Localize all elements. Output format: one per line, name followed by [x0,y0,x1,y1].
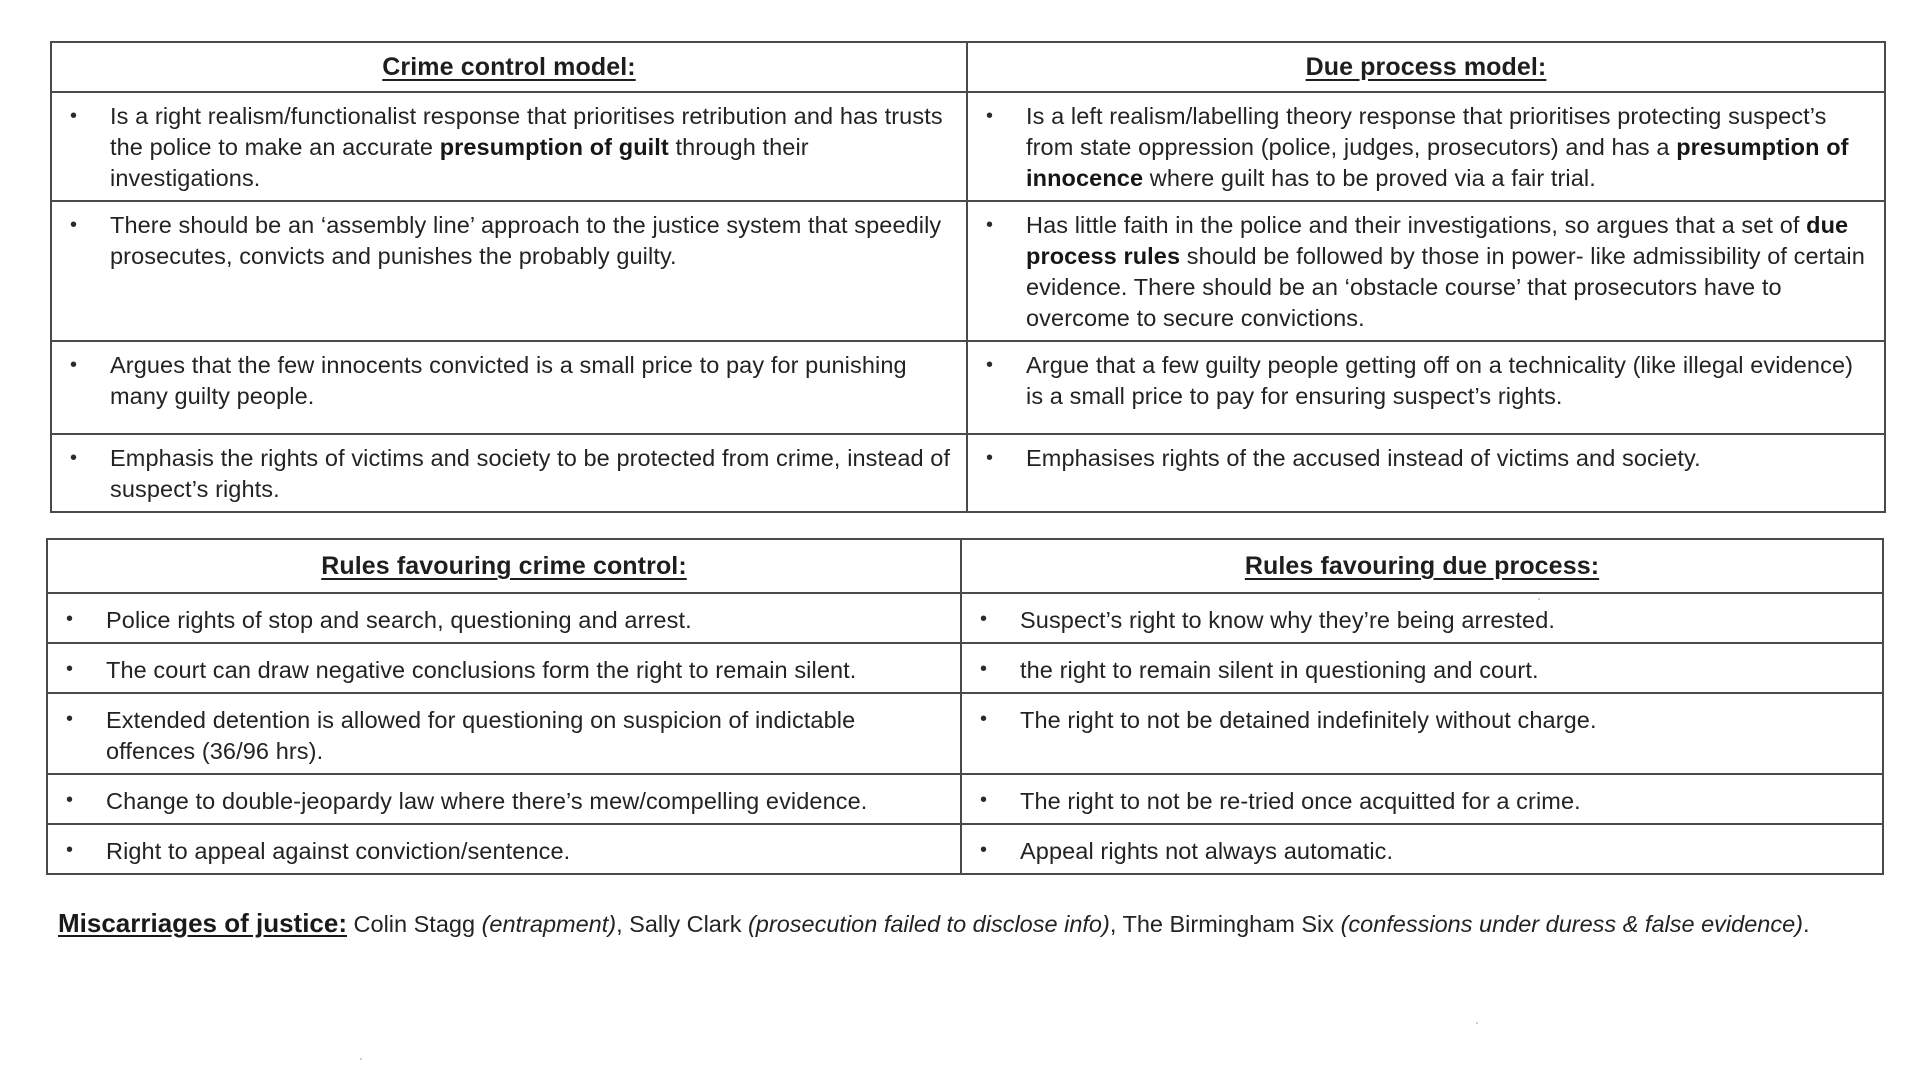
bullet-icon: • [986,214,994,236]
bullet-icon: • [66,789,74,811]
table-cell [961,643,1883,693]
table-cell [961,774,1883,824]
cell-text: Emphasis the rights of victims and society to be protected from crime, instead of suspect’s rights. [110,445,951,502]
table-cell [967,434,1885,512]
table-row [51,434,1885,512]
table-cell [51,341,967,434]
column-heading: Due process model: [1305,53,1547,81]
table-row [47,824,1883,874]
table-row [51,341,1885,434]
table-row [51,92,1885,201]
cell-text: Argues that the few innocents convicted is a small price to pay for punishing many guilty people. [110,352,907,409]
table-cell [961,693,1883,774]
rules-comparison-table [46,538,1884,875]
header-due-process-model [967,42,1885,92]
cell-text: Extended detention is allowed for questioning on suspicion of indictable offences (36/96 hrs). [106,707,856,764]
cell-text: Appeal rights not always automatic. [1020,838,1394,864]
bullet-icon: • [70,105,78,127]
table-cell [967,201,1885,341]
table-cell [47,824,961,874]
table-row [47,593,1883,643]
table-row [47,693,1883,774]
cell-text: Suspect’s right to know why they’re being arrested. [1020,607,1555,633]
table-cell [51,201,967,341]
table-cell [967,92,1885,201]
cell-text: Argue that a few guilty people getting off on a technicality (like illegal evidence) is a small price to pay for ensuring suspect’s rights. [1026,352,1854,409]
table-cell [51,92,967,201]
bullet-icon: • [70,214,78,236]
cell-text: Change to double-jeopardy law where there’s mew/compelling evidence. [106,788,868,814]
bullet-icon: • [980,789,988,811]
miscarriages-text: Colin Stagg (entrapment), Sally Clark (prosecution failed to disclose info), The Birmingham Six (confessions under duress & false evidence). [347,911,1810,937]
cell-text: The right to not be detained indefinitely without charge. [1020,707,1597,733]
cell-text: Police rights of stop and search, questioning and arrest. [106,607,692,633]
bullet-icon: • [986,105,994,127]
table-header-row [51,42,1885,92]
table-cell [47,593,961,643]
bullet-icon: • [66,839,74,861]
cell-text: The right to not be re-tried once acquitted for a crime. [1020,788,1581,814]
cell-text: the right to remain silent in questioning and court. [1020,657,1539,683]
table-row [51,201,1885,341]
miscarriages-label: Miscarriages of justice: [58,908,347,938]
models-comparison-table [50,41,1886,513]
bullet-icon: • [66,608,74,630]
table-cell [961,593,1883,643]
column-heading: Rules favouring crime control: [321,552,687,580]
bullet-icon: • [70,447,78,469]
table-cell [51,434,967,512]
scan-speck [1538,598,1540,600]
cell-text: The court can draw negative conclusions form the right to remain silent. [106,657,857,683]
miscarriages-of-justice [58,908,1858,940]
bullet-icon: • [70,354,78,376]
table-cell [47,693,961,774]
column-heading: Crime control model: [382,53,636,81]
table-cell [47,774,961,824]
scan-speck [1476,1022,1478,1024]
bullet-icon: • [986,447,994,469]
table-cell [961,824,1883,874]
cell-text: Emphasises rights of the accused instead of victims and society. [1026,445,1701,471]
bullet-icon: • [986,354,994,376]
bullet-icon: • [980,839,988,861]
table-cell [47,643,961,693]
header-rules-crime-control [47,539,961,593]
bullet-icon: • [980,708,988,730]
cell-text: Right to appeal against conviction/sentence. [106,838,571,864]
table-row [47,643,1883,693]
header-crime-control-model [51,42,967,92]
cell-text: Is a left realism/labelling theory response that prioritises protecting suspect’s from state oppression (police, judges, prosecutors) and has a presumption of innocence where guilt has to be proved via a fair trial. [1026,103,1849,191]
bullet-icon: • [66,708,74,730]
bullet-icon: • [980,658,988,680]
table-row [47,774,1883,824]
bullet-icon: • [66,658,74,680]
column-heading: Rules favouring due process: [1244,552,1600,580]
header-rules-due-process [961,539,1883,593]
scan-speck [360,1058,362,1060]
table-cell [967,341,1885,434]
table-header-row [47,539,1883,593]
cell-text: Is a right realism/functionalist response that prioritises retribution and has trusts the police to make an accurate presumption of guilt through their investigations. [110,103,943,191]
cell-text: There should be an ‘assembly line’ approach to the justice system that speedily prosecutes, convicts and punishes the probably guilty. [110,212,942,269]
cell-text: Has little faith in the police and their investigations, so argues that a set of due process rules should be followed by those in power- like admissibility of certain evidence. There should be an ‘obstacle course’ that prosecutors have to overcome to secure convictions. [1026,212,1865,331]
bullet-icon: • [980,608,988,630]
